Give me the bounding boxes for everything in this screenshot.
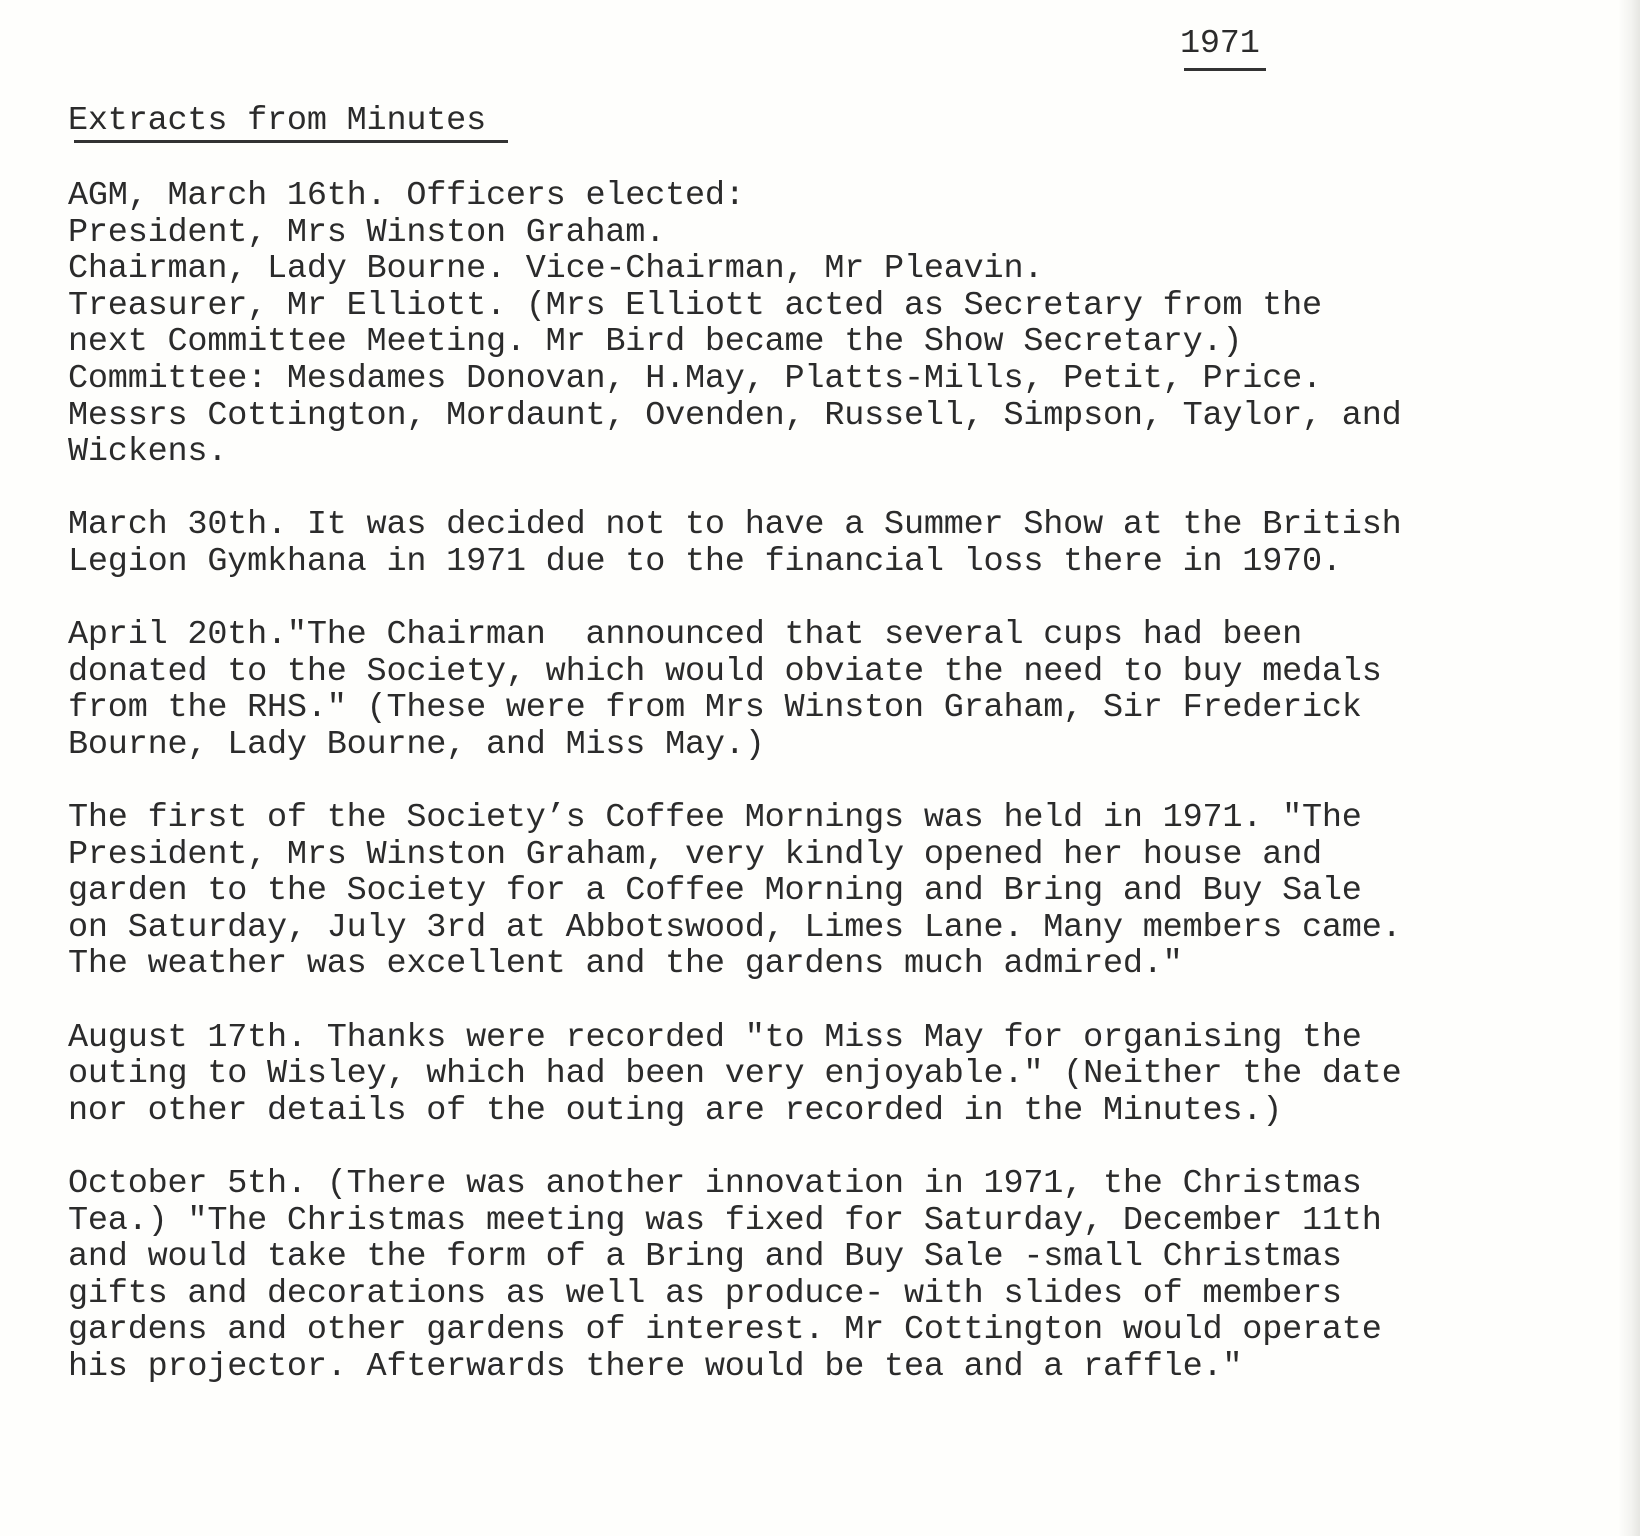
minutes-paragraph: [68, 1166, 1402, 1386]
text-line: gifts and decorations as well as produce- with slides of members: [68, 1274, 1342, 1313]
text-line: Chairman, Lady Bourne. Vice-Chairman, Mr Pleavin.: [68, 250, 1044, 289]
text-line: and would take the form of a Bring and Buy Sale -small Christmas: [68, 1238, 1342, 1277]
text-line: Treasurer, Mr Elliott. (Mrs Elliott acted as Secretary from the: [68, 286, 1322, 325]
text-line: nor other details of the outing are recorded in the Minutes.): [68, 1091, 1283, 1130]
text-line: AGM, March 16th. Officers elected:: [68, 177, 745, 215]
text-line: gardens and other gardens of interest. Mr Cottington would operate: [68, 1311, 1382, 1350]
text-line: Committee: Mesdames Donovan, H.May, Platts-Mills, Petit, Price.: [68, 359, 1322, 398]
text-line: his projector. Afterwards there would be tea and a raffle.": [68, 1348, 1243, 1386]
text-line: donated to the Society, which would obviate the need to buy medals: [68, 652, 1382, 691]
text-line: Legion Gymkhana in 1971 due to the financial loss there in 1970.: [68, 542, 1342, 581]
minutes-paragraph: [68, 1020, 1402, 1130]
section-heading: Extracts from Minutes: [68, 102, 486, 140]
text-line: October 5th. (There was another innovation in 1971, the Christmas: [68, 1165, 1362, 1204]
heading-underline: [74, 140, 508, 143]
text-line: outing to Wisley, which had been very enjoyable." (Neither the date: [68, 1055, 1402, 1094]
text-line: Messrs Cottington, Mordaunt, Ovenden, Russell, Simpson, Taylor, and: [68, 396, 1402, 435]
text-line: garden to the Society for a Coffee Morning and Bring and Buy Sale: [68, 872, 1362, 911]
text-line: March 30th. It was decided not to have a Summer Show at the British: [68, 506, 1402, 545]
text-line: Tea.) "The Christmas meeting was fixed for Saturday, December 11th: [68, 1201, 1382, 1240]
minutes-paragraph: [68, 800, 1402, 983]
text-line: The weather was excellent and the gardens much admired.": [68, 945, 1183, 984]
text-line: August 17th. Thanks were recorded "to Miss May for organising the: [68, 1018, 1362, 1057]
text-line: President, Mrs Winston Graham.: [68, 213, 666, 252]
minutes-paragraph: [68, 617, 1402, 763]
text-line: April 20th."The Chairman announced that several cups had been: [68, 616, 1303, 655]
text-line: President, Mrs Winston Graham, very kindly opened her house and: [68, 835, 1322, 874]
page-edge-shadow: [1618, 0, 1640, 1536]
year-heading: 1971: [1180, 25, 1260, 63]
text-line: on Saturday, July 3rd at Abbotswood, Limes Lane. Many members came.: [68, 908, 1402, 947]
year-underline: [1184, 68, 1266, 71]
text-line: Wickens.: [68, 433, 228, 472]
text-line: Bourne, Lady Bourne, and Miss May.): [68, 725, 765, 764]
text-line: from the RHS." (These were from Mrs Winston Graham, Sir Frederick: [68, 689, 1362, 728]
text-line: next Committee Meeting. Mr Bird became the Show Secretary.): [68, 323, 1243, 362]
minutes-paragraph: [68, 507, 1402, 580]
minutes-body: [68, 178, 1402, 1422]
text-line: The first of the Society’s Coffee Mornings was held in 1971. "The: [68, 799, 1362, 838]
minutes-paragraph: [68, 178, 1402, 471]
